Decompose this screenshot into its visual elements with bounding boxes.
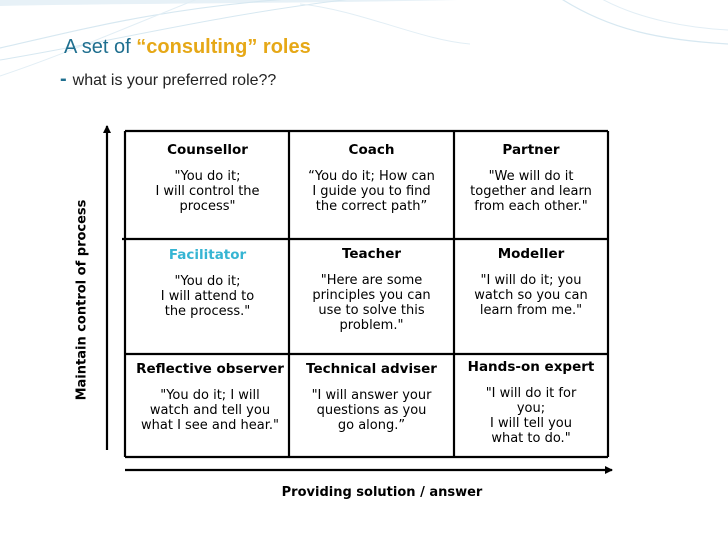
role-quote: "I will do it; you watch so you can learn from me.": [474, 273, 588, 318]
role-name: Reflective observer: [136, 361, 284, 377]
y-axis-label: Maintain control of process: [74, 199, 90, 401]
role-name: Coach: [348, 142, 395, 158]
role-name: Teacher: [341, 246, 402, 262]
role-cell-hands-on-expert: [457, 360, 605, 446]
subtitle-dash: -: [60, 68, 67, 90]
subtitle-text: what is your preferred role??: [72, 72, 277, 89]
x-axis-label: Providing solution / answer: [281, 485, 483, 500]
role-cell-coach: [293, 143, 450, 214]
role-cell-technical-adviser: [293, 362, 450, 433]
role-quote: "We will do it together and learn from each other.": [470, 169, 592, 214]
role-cell-teacher: [293, 247, 450, 333]
role-cell-reflective-observer: [130, 362, 290, 433]
role-quote: "I will do it for you; I will tell you what to do.": [485, 386, 577, 446]
role-name: Technical adviser: [306, 361, 437, 377]
role-name: Hands-on expert: [467, 359, 595, 375]
role-quote: "You do it; I will control the process": [155, 169, 260, 214]
title-prefix: A set of: [64, 36, 137, 58]
role-name: Counsellor: [167, 142, 248, 158]
role-cell-facilitator: [130, 248, 285, 319]
role-name: Facilitator: [168, 247, 247, 263]
role-cell-counsellor: [130, 143, 285, 214]
role-quote: "I will answer your questions as you go along.”: [311, 388, 432, 433]
role-cell-modeller: [457, 247, 605, 318]
role-cell-partner: [457, 143, 605, 214]
role-quote: "Here are some principles you can use to solve this problem.": [312, 273, 431, 333]
role-quote: "You do it; I will attend to the process.": [160, 274, 255, 319]
role-quote: "You do it; I will watch and tell you what I see and hear.": [141, 388, 279, 433]
role-name: Modeller: [497, 246, 565, 262]
title-emphasis: “consulting” roles: [136, 36, 311, 58]
role-quote: “You do it; How can I guide you to find the correct path”: [308, 169, 435, 214]
role-name: Partner: [502, 142, 560, 158]
